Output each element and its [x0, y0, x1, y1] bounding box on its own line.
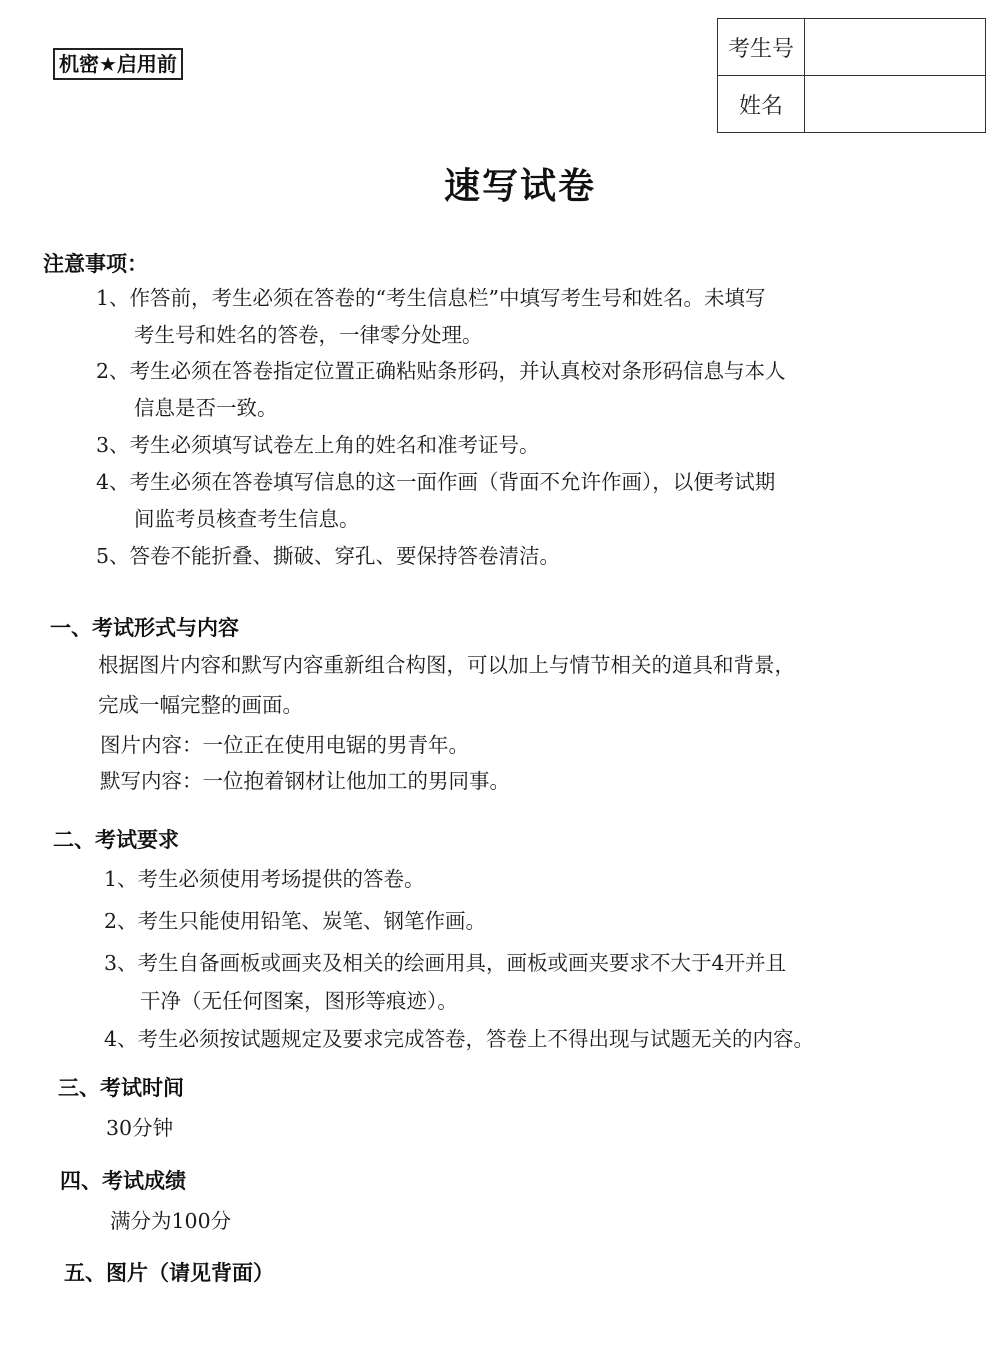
notice-line: 2、考生必须在答卷指定位置正确粘贴条形码，并认真校对条形码信息与本人	[96, 359, 786, 383]
notice-line: 考生号和姓名的答卷，一律零分处理。	[134, 323, 483, 347]
section-line: 4、考生必须按试题规定及要求完成答卷，答卷上不得出现与试题无关的内容。	[104, 1027, 815, 1051]
section-heading-requirements: 二、考试要求	[53, 828, 179, 852]
examinee-info-table	[717, 18, 986, 133]
name-row	[718, 76, 986, 133]
notice-line: 间监考员核查考生信息。	[134, 507, 360, 531]
section-line: 图片内容：一位正在使用电锯的男青年。	[100, 733, 469, 757]
section-line: 根据图片内容和默写内容重新组合构图，可以加上与情节相关的道具和背景，	[98, 653, 795, 677]
section-line: 完成一幅完整的画面。	[98, 693, 303, 717]
name-label: 姓名	[718, 76, 805, 133]
section-heading-time: 三、考试时间	[58, 1076, 184, 1100]
section-line: 默写内容：一位抱着钢材让他加工的男同事。	[100, 769, 510, 793]
full-score: 满分为100分	[110, 1209, 232, 1233]
notice-heading: 注意事项：	[43, 252, 148, 276]
exam-duration: 30分钟	[106, 1116, 174, 1140]
section-heading-score: 四、考试成绩	[60, 1169, 186, 1193]
examinee-number-row	[718, 19, 986, 76]
notice-line: 1、作答前，考生必须在答卷的“考生信息栏”中填写考生号和姓名。未填写	[96, 286, 766, 310]
notice-line: 3、考生必须填写试卷左上角的姓名和准考证号。	[96, 433, 540, 457]
notice-line: 4、考生必须在答卷填写信息的这一面作画（背面不允许作画），以便考试期	[96, 470, 776, 494]
examinee-number-label: 考生号	[718, 19, 805, 76]
section-line: 3、考生自备画板或画夹及相关的绘画用具，画板或画夹要求不大于4开并且	[104, 951, 787, 975]
section-heading-format: 一、考试形式与内容	[50, 616, 239, 640]
section-heading-picture: 五、图片（请见背面）	[64, 1261, 274, 1285]
page-title: 速写试卷	[443, 166, 596, 207]
notice-line: 信息是否一致。	[134, 396, 278, 420]
name-field[interactable]	[805, 76, 986, 133]
confidential-badge: 机密★启用前	[53, 48, 183, 80]
section-line: 1、考生必须使用考场提供的答卷。	[104, 867, 425, 891]
examinee-number-field[interactable]	[805, 19, 986, 76]
section-line: 干净（无任何图案，图形等痕迹）。	[140, 989, 458, 1013]
section-line: 2、考生只能使用铅笔、炭笔、钢笔作画。	[104, 909, 487, 933]
notice-line: 5、答卷不能折叠、撕破、穿孔、要保持答卷清洁。	[96, 544, 561, 568]
